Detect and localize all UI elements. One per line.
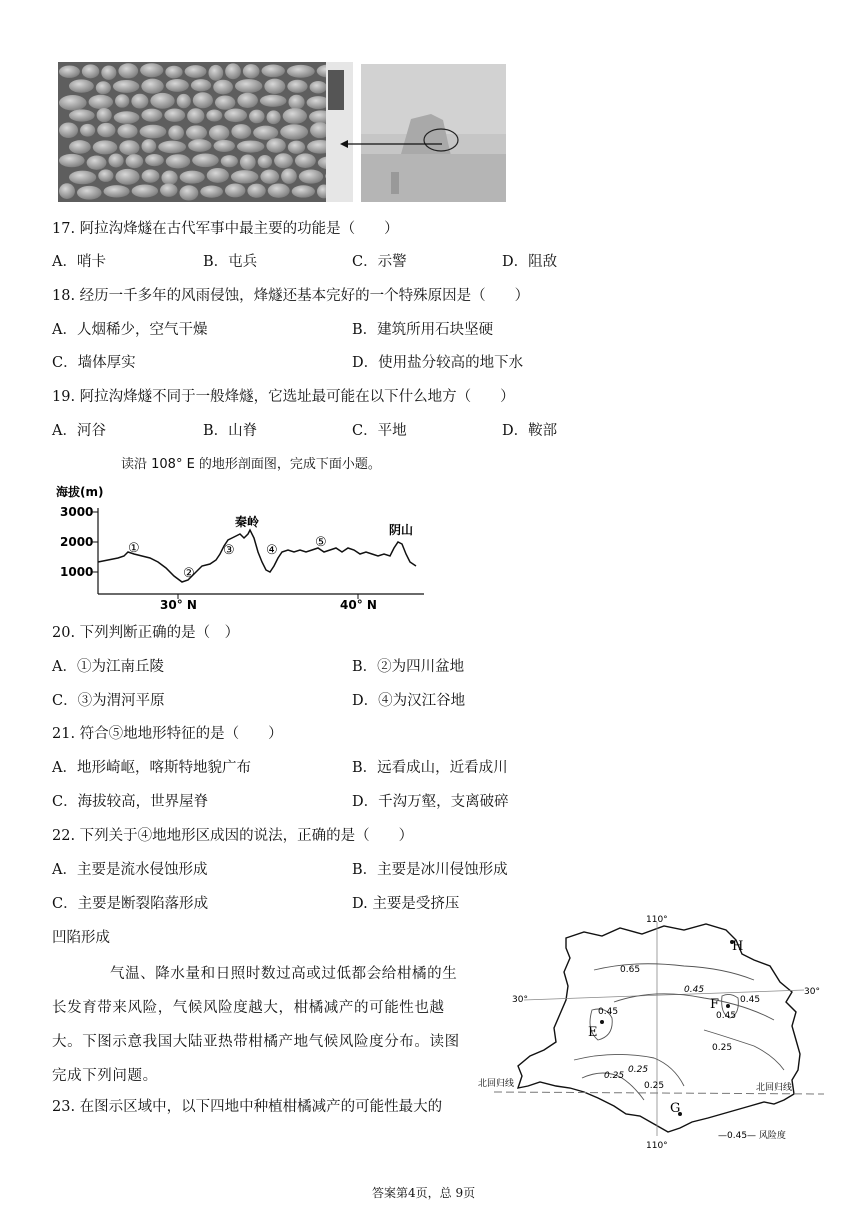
wall-stone — [117, 124, 137, 138]
isoline-label-045-north: 0.45 — [684, 985, 705, 995]
question-19: 19. 阿拉沟烽燧不同于一般烽燧，它选址最可能在以下什么地方（ ） — [52, 389, 515, 405]
wall-stone — [140, 63, 163, 77]
wall-stone — [292, 185, 315, 197]
wall-stone — [287, 65, 315, 78]
wall-stone — [166, 154, 190, 168]
q22-option-a: A．主要是流水侵蚀形成 — [52, 862, 208, 878]
question-23: 23. 在图示区域中，以下四地中种植柑橘减产的可能性最大的 — [52, 1099, 443, 1115]
wall-stone — [115, 169, 139, 185]
wall-stone — [288, 95, 304, 110]
marker-3: ③ — [223, 543, 235, 558]
wall-stone — [140, 125, 167, 139]
q19-option-b: B．山脊 — [203, 423, 258, 439]
q17-option-a: A．哨卡 — [52, 254, 106, 270]
wall-stone — [221, 155, 238, 167]
lon-label-top: 110° — [646, 915, 668, 925]
wall-stone — [185, 65, 207, 78]
wall-stone — [96, 81, 111, 94]
wall-stone — [113, 80, 139, 93]
q17-option-b: B．屯兵 — [203, 254, 258, 270]
q22-option-c: C．主要是断裂陷落形成 — [52, 896, 209, 912]
wall-stone — [141, 79, 163, 94]
wall-stone — [225, 184, 245, 198]
isoline-label-025-south: 0.25 — [604, 1071, 625, 1081]
point-g: G — [670, 1101, 681, 1116]
wall-stone — [287, 80, 307, 93]
q20-option-b: B．②为四川盆地 — [352, 659, 465, 675]
wall-stone — [193, 92, 213, 108]
wall-stone — [161, 171, 177, 185]
q22-option-d-continuation: 凹陷形成 — [52, 930, 110, 946]
wall-stone — [59, 122, 78, 138]
beacon-tower-photo — [361, 64, 506, 202]
wall-stone — [87, 156, 107, 170]
isoline-label-025-east: 0.25 — [712, 1043, 733, 1053]
wall-stone — [249, 110, 265, 124]
profile-ylabel: 海拔(m) — [56, 485, 104, 499]
q21-option-b: B．远看成山，近看成川 — [352, 760, 508, 776]
xtick-30n: 30° N — [160, 598, 197, 610]
wall-stone — [115, 94, 129, 107]
q19-option-d: D．鞍部 — [502, 423, 558, 439]
wall-stone — [258, 155, 272, 168]
wall-stone — [237, 140, 264, 152]
wall-stone — [213, 80, 233, 95]
marker-4: ④ — [266, 543, 278, 558]
wall-stone — [266, 138, 285, 153]
ytick-3000: 3000 — [60, 505, 94, 519]
marker-5: ⑤ — [315, 535, 327, 550]
lon-label-bottom: 110° — [646, 1141, 668, 1151]
point-e-dot — [600, 1020, 604, 1024]
wall-stone — [209, 125, 229, 141]
wall-stone — [180, 171, 205, 184]
wall-stone — [310, 81, 327, 94]
page-footer: 答案第4页，总 9页 — [372, 1186, 476, 1200]
q19-option-c: C．平地 — [352, 423, 407, 439]
profile-intro: 读沿 108° E 的地形剖面图，完成下面小题。 — [121, 457, 381, 472]
wall-stone — [59, 154, 85, 167]
wall-stone — [126, 154, 144, 168]
question-20: 20. 下列判断正确的是（ ） — [52, 625, 240, 641]
ytick-1000: 1000 — [60, 565, 94, 579]
wall-stone — [208, 65, 223, 81]
wall-stone — [283, 108, 307, 124]
isoline-label-065: 0.65 — [620, 965, 641, 975]
wall-stone — [97, 123, 115, 137]
q21-option-d: D．千沟万壑，支离破碎 — [352, 794, 509, 810]
pointer-arrow — [340, 138, 450, 150]
point-e: E — [588, 1025, 598, 1040]
wall-stone — [295, 153, 316, 168]
wall-stone — [69, 79, 94, 92]
wall-stone — [131, 94, 148, 109]
q17-option-d: D．阻敌 — [502, 254, 558, 270]
wall-stone — [69, 171, 96, 185]
q18-option-d: D．使用盐分较高的地下水 — [352, 355, 524, 371]
wall-stone — [240, 154, 256, 169]
wall-stone — [237, 93, 258, 108]
wall-stone — [97, 108, 112, 122]
profile-line — [98, 530, 416, 582]
point-f: F — [710, 997, 720, 1012]
wall-stone — [119, 140, 139, 155]
q18-option-a: A．人烟稀少，空气干燥 — [52, 322, 208, 338]
q18-option-c: C．墙体厚实 — [52, 355, 136, 371]
q21-option-a: A．地形崎岖，喀斯特地貌广布 — [52, 760, 251, 776]
q21-option-c: C．海拔较高，世界屋脊 — [52, 794, 209, 810]
wall-stone — [168, 125, 184, 140]
wall-stone — [177, 94, 191, 108]
wall-stone — [59, 65, 80, 77]
wall-stone — [150, 93, 174, 109]
wall-stone — [224, 108, 247, 122]
wall-stone — [142, 169, 160, 182]
tropic-label-left: 北回归线 — [478, 1079, 515, 1089]
q18-option-b: B．建筑所用石块坚硬 — [352, 322, 494, 338]
wall-stone — [93, 140, 118, 154]
wall-stone — [200, 186, 223, 198]
tropic-label-right: 北回归线 — [756, 1083, 793, 1093]
wall-stone — [299, 170, 323, 184]
wall-stone — [274, 153, 293, 168]
wall-stone — [145, 154, 164, 166]
wall-stone — [186, 125, 207, 140]
wall-stone — [80, 124, 95, 137]
wall-stone — [59, 95, 87, 110]
q19-option-a: A．河谷 — [52, 423, 106, 439]
wall-stone — [165, 66, 182, 79]
wall-stone — [207, 168, 229, 183]
isoline-label-045-e: 0.45 — [598, 1007, 619, 1017]
q20-option-a: A．①为江南丘陵 — [52, 659, 164, 675]
wall-stone — [260, 170, 279, 184]
wall-stone — [141, 139, 156, 153]
ytick-2000: 2000 — [60, 535, 94, 549]
beacon-wall-photo — [58, 62, 353, 202]
isoline-label-025-mid: 0.25 — [628, 1065, 649, 1075]
wall-stone — [141, 109, 162, 122]
wall-stone — [281, 169, 297, 184]
question-17: 17. 阿拉沟烽燧在古代军事中最主要的功能是（ ） — [52, 221, 399, 237]
wall-stone — [59, 183, 75, 199]
isoline-label-025-bottom: 0.25 — [644, 1081, 665, 1091]
wall-stone — [264, 79, 285, 94]
citrus-risk-map — [474, 910, 826, 1152]
terrain-profile-chart — [52, 480, 432, 610]
question-22: 22. 下列关于④地地形区成因的说法，正确的是（ ） — [52, 828, 414, 844]
wall-stone — [206, 109, 222, 121]
wall-stone — [164, 108, 185, 121]
q20-option-d: D．④为汉江谷地 — [352, 693, 466, 709]
point-h: H — [732, 939, 744, 954]
wall-stone — [89, 95, 113, 109]
wall-stone — [118, 63, 138, 78]
wall-stone — [280, 124, 308, 139]
wall-stone — [160, 183, 177, 196]
peak-label-yinshan: 阴山 — [389, 523, 414, 537]
map-legend: —0.45— 风险度 — [718, 1131, 786, 1141]
q22-option-d: D. 主要是受挤压 — [352, 896, 460, 912]
lat-label-right: 30° — [804, 987, 820, 997]
q22-option-b: B．主要是冰川侵蚀形成 — [352, 862, 508, 878]
stone-wall-image — [58, 62, 353, 202]
marker-1: ① — [128, 541, 140, 556]
wall-stone — [104, 185, 130, 197]
wall-stone — [188, 139, 211, 152]
question-18: 18. 经历一千多年的风雨侵蚀，烽燧还基本完好的一个特殊原因是（ ） — [52, 288, 530, 304]
wall-stone — [114, 111, 140, 124]
q17-option-c: C．示警 — [352, 254, 407, 270]
wall-stone — [267, 110, 281, 124]
wall-stone — [268, 183, 290, 197]
wall-stone — [98, 169, 113, 182]
wall-stone — [158, 141, 186, 154]
wall-stone — [288, 141, 305, 154]
lat-label-left: 30° — [512, 995, 528, 1005]
wall-stone — [69, 109, 95, 121]
wall-stone — [231, 170, 258, 183]
wall-stone — [132, 185, 158, 198]
wall-stone — [253, 126, 278, 140]
point-f-dot — [726, 1004, 730, 1008]
q20-option-c: C．③为渭河平原 — [52, 693, 165, 709]
wall-stone — [101, 65, 116, 79]
isoline-label-045-f-below: 0.45 — [716, 1011, 737, 1021]
wall-stone — [166, 79, 189, 92]
wall-stone — [82, 64, 99, 78]
question-21: 21. 符合⑤地地形特征的是（ ） — [52, 726, 283, 742]
wall-stone — [225, 63, 241, 79]
wall-stone — [108, 154, 123, 168]
wall-stone — [187, 108, 204, 123]
wall-stone — [235, 79, 262, 93]
wall-stone — [243, 64, 260, 78]
wall-stone — [69, 140, 91, 154]
wall-stone — [214, 140, 235, 152]
wall-stone — [262, 65, 285, 78]
marker-2: ② — [183, 566, 195, 581]
wall-stone — [192, 154, 219, 168]
wall-stone — [191, 79, 211, 91]
wall-stone — [179, 185, 198, 200]
wall-stone — [247, 184, 265, 198]
xtick-40n: 40° N — [340, 598, 377, 610]
citrus-passage: 气温、降水量和日照时数过高或过低都会给柑橘的生长发育带来风险，气候风险度越大，柑橘减产的可能性也越大。下图示意我国大陆亚热带柑橘产地气候风险度分布。读图完成下列问题。 — [52, 966, 460, 1084]
wall-stone — [215, 95, 235, 109]
wall-stone — [231, 124, 251, 139]
isoline-label-045-f-right: 0.45 — [740, 995, 761, 1005]
wall-stone — [77, 186, 102, 200]
wall-stone — [260, 95, 287, 107]
peak-label-qinling: 秦岭 — [235, 515, 260, 529]
